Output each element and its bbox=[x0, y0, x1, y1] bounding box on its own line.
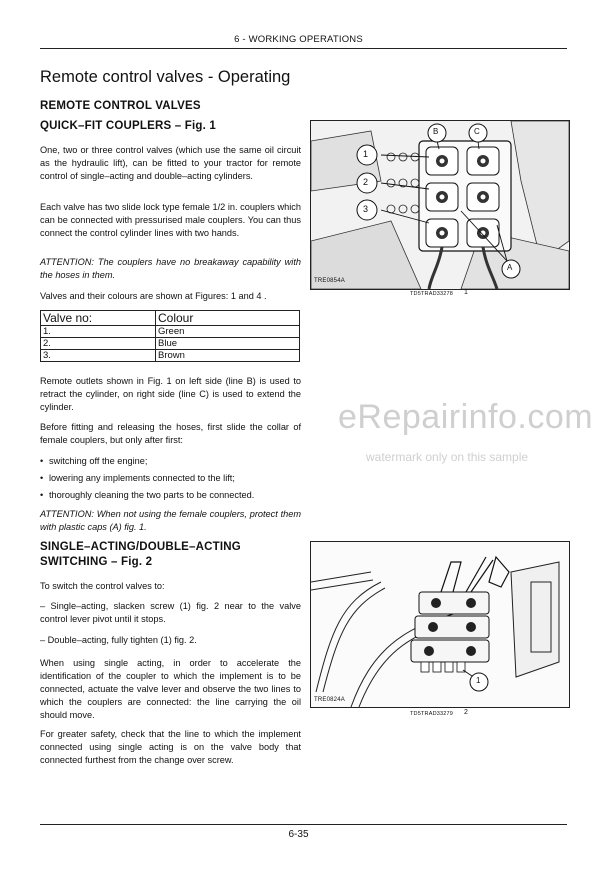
figure-2-drawing bbox=[311, 542, 569, 707]
page-title: Remote control valves - Operating bbox=[40, 68, 291, 86]
callout-a: A bbox=[507, 263, 513, 272]
table-header-row bbox=[41, 311, 300, 326]
callout-3: 3 bbox=[363, 204, 369, 214]
figure-2-switching bbox=[310, 541, 570, 708]
callout-c: C bbox=[474, 127, 480, 136]
attention-caps: ATTENTION: When not using the female couplers, protect them with plastic caps (A) fig. 1. bbox=[40, 509, 301, 532]
table-cell: 2. bbox=[41, 338, 156, 350]
watermark-text: eRepairinfo.com bbox=[338, 398, 594, 436]
figure-1-code: TD5TRAD33278 bbox=[410, 291, 454, 297]
table-row bbox=[41, 338, 300, 350]
section-heading-remote-valves: REMOTE CONTROL VALVES bbox=[40, 100, 201, 112]
bullet-item: • switching off the engine; bbox=[40, 456, 148, 466]
section-subheading-couplers: QUICK–FIT COUPLERS – Fig. 1 bbox=[40, 120, 217, 132]
section-heading-switching: SINGLE–ACTING/DOUBLE–ACTING bbox=[40, 541, 241, 553]
table-row bbox=[41, 326, 300, 338]
table-cell: Blue bbox=[156, 338, 300, 350]
figure-1-ref: TRE0854A bbox=[314, 278, 345, 284]
header-rule bbox=[40, 48, 567, 49]
figure-1-drawing bbox=[311, 121, 569, 289]
figure-1-quick-fit-couplers bbox=[310, 120, 570, 290]
paragraph-couplers: Each valve has two slide lock type female 1/2 in. couplers which can be connected with pressurised male couplers. You can thus connect the control cylinder lines with two hands. bbox=[40, 202, 301, 238]
valve-colour-table bbox=[40, 310, 300, 362]
paragraph-single-acting: – Single–acting, slacken screw (1) fig. 2 near to the valve control lever pivot until it stops. bbox=[40, 601, 301, 624]
figure-1-number: 1 bbox=[464, 289, 468, 296]
footer-rule bbox=[40, 824, 567, 825]
paragraph-identification: When using single acting, in order to accelerate the identification of the coupler to which the implement is to be connected, actuate the valve lever and observe the two lines to which the couplers are connected: the line carrying the oil should move. bbox=[40, 658, 301, 720]
callout-1: 1 bbox=[476, 676, 481, 685]
section-heading-switching-2: SWITCHING – Fig. 2 bbox=[40, 556, 153, 568]
table-row bbox=[41, 350, 300, 362]
paragraph-switch-intro: To switch the control valves to: bbox=[40, 581, 165, 591]
paragraph-double-acting: – Double–acting, fully tighten (1) fig. 2. bbox=[40, 635, 197, 645]
attention-breakaway: ATTENTION: The couplers have no breakaway capability with the hoses in them. bbox=[40, 257, 301, 280]
page-header: 6 - WORKING OPERATIONS bbox=[234, 34, 363, 45]
bullet-item: • thoroughly cleaning the two parts to be connected. bbox=[40, 490, 255, 500]
callout-b: B bbox=[433, 127, 439, 136]
table-cell: Green bbox=[156, 326, 300, 338]
table-cell: 1. bbox=[41, 326, 156, 338]
figure-2-ref: TRE0824A bbox=[314, 697, 345, 703]
table-header-valve: Valve no: bbox=[41, 311, 156, 326]
page-number: 6-35 bbox=[288, 829, 309, 840]
callout-2: 2 bbox=[363, 177, 369, 187]
callout-1: 1 bbox=[363, 149, 369, 159]
figure-2-number: 2 bbox=[464, 709, 468, 716]
table-header-colour: Colour bbox=[156, 311, 300, 326]
table-cell: 3. bbox=[41, 350, 156, 362]
paragraph-intro: One, two or three control valves (which use the same oil circuit as the hydraulic lift), can be fitted to your tractor for remote control of single–acting and double–acting cylinders. bbox=[40, 145, 301, 181]
paragraph-valve-colours: Valves and their colours are shown at Figures: 1 and 4 . bbox=[40, 291, 267, 301]
paragraph-before-fitting: Before fitting and releasing the hoses, first slide the collar of female couplers, but only after first: bbox=[40, 422, 301, 445]
figure-2-code: TD5TRAD33279 bbox=[410, 711, 454, 717]
paragraph-safety: For greater safety, check that the line to which the implement connected using single acting is on the valve body that connected furthest from the change over screw. bbox=[40, 729, 301, 765]
paragraph-remote-outlets: Remote outlets shown in Fig. 1 on left side (line B) is used to retract the cylinder, on right side (line C) is used to extend the cylinder. bbox=[40, 376, 301, 412]
bullet-item: • lowering any implements connected to the lift; bbox=[40, 473, 235, 483]
watermark-subtext: watermark only on this sample bbox=[366, 450, 529, 464]
table-cell: Brown bbox=[156, 350, 300, 362]
